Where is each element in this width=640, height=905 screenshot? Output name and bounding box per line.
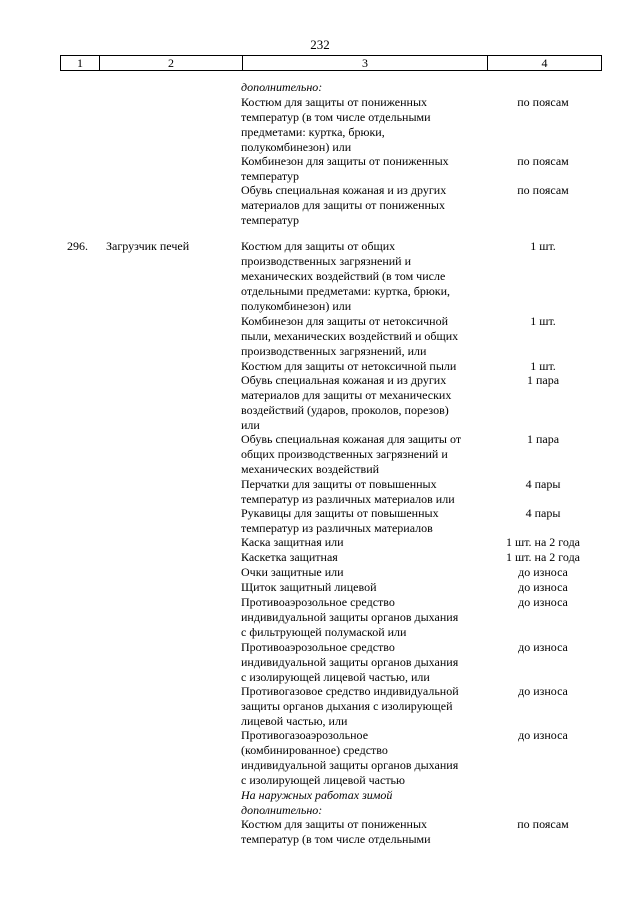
column-header-3: 3 (242, 56, 487, 70)
table-header (60, 55, 602, 71)
issue-norm: до износа (518, 580, 568, 594)
ppe-item-line: производственных загрязнений, или (241, 344, 427, 358)
page-number: 232 (310, 37, 330, 52)
ppe-item-line: индивидуальной защиты органов дыхания (241, 655, 459, 669)
issue-norm: 1 шт. на 2 года (505, 535, 581, 549)
ppe-item-line: материалов для защиты от пониженных (241, 198, 445, 212)
issue-norm: 1 шт. (530, 239, 556, 253)
ppe-item-line: защиты органов дыхания с изолирующей (241, 699, 453, 713)
issue-norm: до износа (518, 565, 568, 579)
ppe-item-line: с изолирующей лицевой частью (241, 773, 405, 787)
ppe-item-line: с изолирующей лицевой частью, или (241, 670, 430, 684)
ppe-item-line: температур (241, 169, 300, 183)
ppe-item-line: с фильтрующей полумаской или (241, 625, 407, 639)
ppe-item-line: Комбинезон для защиты от пониженных (241, 154, 449, 168)
ppe-item-line: механических воздействий (241, 462, 380, 476)
ppe-item-line: (комбинированное) средство (241, 743, 388, 757)
issue-norm: 1 пара (526, 373, 560, 387)
column-header-4: 4 (487, 56, 601, 70)
ppe-item-line: Перчатки для защиты от повышенных (241, 477, 437, 491)
column-header-1: 1 (77, 56, 83, 70)
ppe-item-line: пыли, механических воздействий и общих (241, 329, 459, 343)
ppe-item-line: Противоаэрозольное средство (241, 595, 395, 609)
row-number: 296. (67, 239, 88, 253)
ppe-item-line: механических воздействий (в том числе (241, 269, 446, 283)
ppe-item-line: Очки защитные или (241, 565, 344, 579)
issue-norm: 1 шт. на 2 года (505, 550, 581, 564)
issue-norm: 1 пара (526, 432, 560, 446)
column-header-2: 2 (99, 56, 242, 70)
ppe-item-line: отдельными предметами: куртка, брюки, (241, 284, 451, 298)
ppe-item-line: Костюм для защиты от общих (241, 239, 396, 253)
ppe-item-line: Костюм для защиты от нетоксичной пыли (241, 359, 457, 373)
issue-norm: до износа (518, 640, 568, 654)
ppe-item-line: Обувь специальная кожаная и из других (241, 373, 447, 387)
ppe-item-line: температур (в том числе отдельными (241, 110, 431, 124)
ppe-item-line: Костюм для защиты от пониженных (241, 95, 428, 109)
issue-norm: 1 шт. (530, 314, 556, 328)
ppe-item-line: Рукавицы для защиты от повышенных (241, 506, 439, 520)
ppe-item-line: Каскетка защитная (241, 550, 338, 564)
ppe-item-line: На наружных работах зимой (241, 788, 393, 802)
ppe-item-line: Противогазоаэрозольное (241, 728, 369, 742)
ppe-item-line: полукомбинезон) или (241, 299, 352, 313)
ppe-item-line: индивидуальной защиты органов дыхания (241, 758, 459, 772)
issue-norm: по поясам (517, 817, 569, 831)
issue-norm: до износа (518, 595, 568, 609)
issue-norm: по поясам (517, 154, 569, 168)
ppe-item-line: лицевой частью, или (241, 714, 348, 728)
profession-name: Загрузчик печей (106, 239, 190, 253)
ppe-item-line: Каска защитная или (241, 535, 344, 549)
ppe-item-line: температур (в том числе отдельными (241, 832, 431, 846)
ppe-item-line: Комбинезон для защиты от нетоксичной (241, 314, 449, 328)
issue-norm: 1 шт. (530, 359, 556, 373)
ppe-item-line: температур из различных материалов (241, 521, 433, 535)
ppe-item-line: воздействий (ударов, проколов, порезов) (241, 403, 449, 417)
ppe-item-line: предметами: куртка, брюки, (241, 125, 385, 139)
ppe-item-line: Противоаэрозольное средство (241, 640, 395, 654)
issue-norm: по поясам (517, 183, 569, 197)
ppe-item-line: дополнительно: (241, 803, 323, 817)
ppe-item-line: индивидуальной защиты органов дыхания (241, 610, 459, 624)
ppe-item-line: Обувь специальная кожаная для защиты от (241, 432, 462, 446)
issue-norm: 4 пары (525, 477, 561, 491)
ppe-item-line: Противогазовое средство индивидуальной (241, 684, 459, 698)
issue-norm: 4 пары (525, 506, 561, 520)
ppe-item-line: полукомбинезон) или (241, 140, 352, 154)
ppe-item-line: Щиток защитный лицевой (241, 580, 377, 594)
ppe-item-line: Костюм для защиты от пониженных (241, 817, 428, 831)
ppe-item-line: температур (241, 213, 300, 227)
ppe-item-line: производственных загрязнений и (241, 254, 412, 268)
issue-norm: по поясам (517, 95, 569, 109)
ppe-item-line: или (241, 418, 260, 432)
ppe-item-line: дополнительно: (241, 80, 323, 94)
ppe-item-line: Обувь специальная кожаная и из других (241, 183, 447, 197)
ppe-item-line: общих производственных загрязнений и (241, 447, 448, 461)
ppe-item-line: температур из различных материалов или (241, 492, 455, 506)
ppe-item-line: материалов для защиты от механических (241, 388, 452, 402)
issue-norm: до износа (518, 684, 568, 698)
issue-norm: до износа (518, 728, 568, 742)
